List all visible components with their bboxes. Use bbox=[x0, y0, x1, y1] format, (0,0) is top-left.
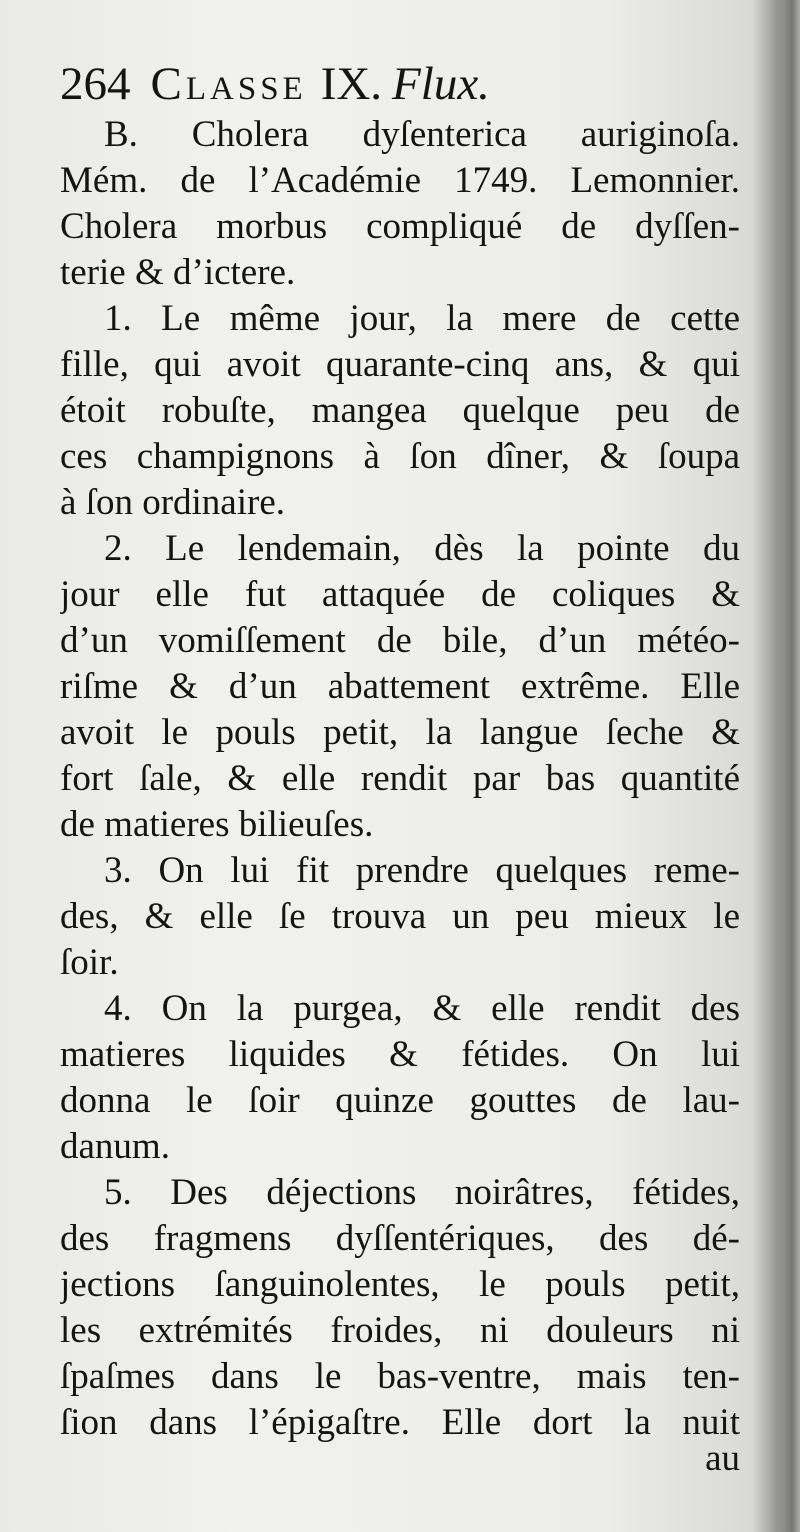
text-line: 3. On lui fit prendre quelques reme- bbox=[104, 850, 740, 891]
text-line: 2. Le lendemain, dès la pointe du bbox=[104, 528, 740, 569]
text-line: 1. Le même jour, la mere de cette bbox=[104, 298, 740, 339]
text-line: ces champignons à ſon dîner, & ſoupa bbox=[60, 436, 740, 477]
text-line: jour elle fut attaquée de coliques & bbox=[60, 574, 740, 615]
text-line: matieres liquides & fétides. On lui bbox=[60, 1034, 740, 1075]
body-text bbox=[60, 112, 740, 1446]
text-line: fort ſale, & elle rendit par bas quantité bbox=[60, 758, 740, 799]
text-line: ſoir. bbox=[60, 942, 119, 983]
text-line: 5. Des déjections noirâtres, fétides, bbox=[104, 1172, 740, 1213]
text-line: de matieres bilieuſes. bbox=[60, 804, 374, 845]
text-line: ſpaſmes dans le bas-ventre, mais ten- bbox=[60, 1356, 740, 1397]
text-line: fille, qui avoit quarante-cinq ans, & qui bbox=[60, 344, 740, 385]
text-line: 4. On la purgea, & elle rendit des bbox=[104, 988, 740, 1029]
text-line: riſme & d’un abattement extrême. Elle bbox=[60, 666, 740, 707]
page-edge-shadow bbox=[774, 0, 800, 1532]
text-line: des, & elle ſe trouva un peu mieux le bbox=[60, 896, 740, 937]
text-line: danum. bbox=[60, 1126, 170, 1167]
text-line: Mém. de l’Académie 1749. Lemonnier. bbox=[60, 160, 740, 201]
text-line: étoit robuſte, mangea quelque peu de bbox=[60, 390, 740, 431]
text-line: jections ſanguinolentes, le pouls petit, bbox=[60, 1264, 740, 1305]
text-line: des fragmens dyſſentériques, des dé- bbox=[60, 1218, 740, 1259]
class-word: Classe bbox=[150, 58, 307, 110]
text-line: donna le ſoir quinze gouttes de lau- bbox=[60, 1080, 740, 1121]
class-number: IX. bbox=[320, 58, 383, 110]
text-line: Cholera morbus compliqué de dyſſen- bbox=[60, 206, 740, 247]
page-number: 264 bbox=[60, 58, 131, 110]
catchword: au bbox=[705, 1438, 740, 1479]
text-line: terie & d’ictere. bbox=[60, 252, 296, 293]
text-line: B. Cholera dyſenterica auriginoſa. bbox=[104, 114, 740, 155]
head-topic: Flux. bbox=[392, 58, 490, 110]
running-head bbox=[60, 52, 740, 116]
text-line: d’un vomiſſement de bile, d’un météo- bbox=[60, 620, 740, 661]
text-line: ſion dans l’épigaſtre. Elle dort la nuit bbox=[60, 1402, 740, 1443]
text-line: les extrémités froides, ni douleurs ni bbox=[60, 1310, 740, 1351]
text-line: à ſon ordinaire. bbox=[60, 482, 285, 523]
text-line: avoit le pouls petit, la langue ſeche & bbox=[60, 712, 740, 753]
